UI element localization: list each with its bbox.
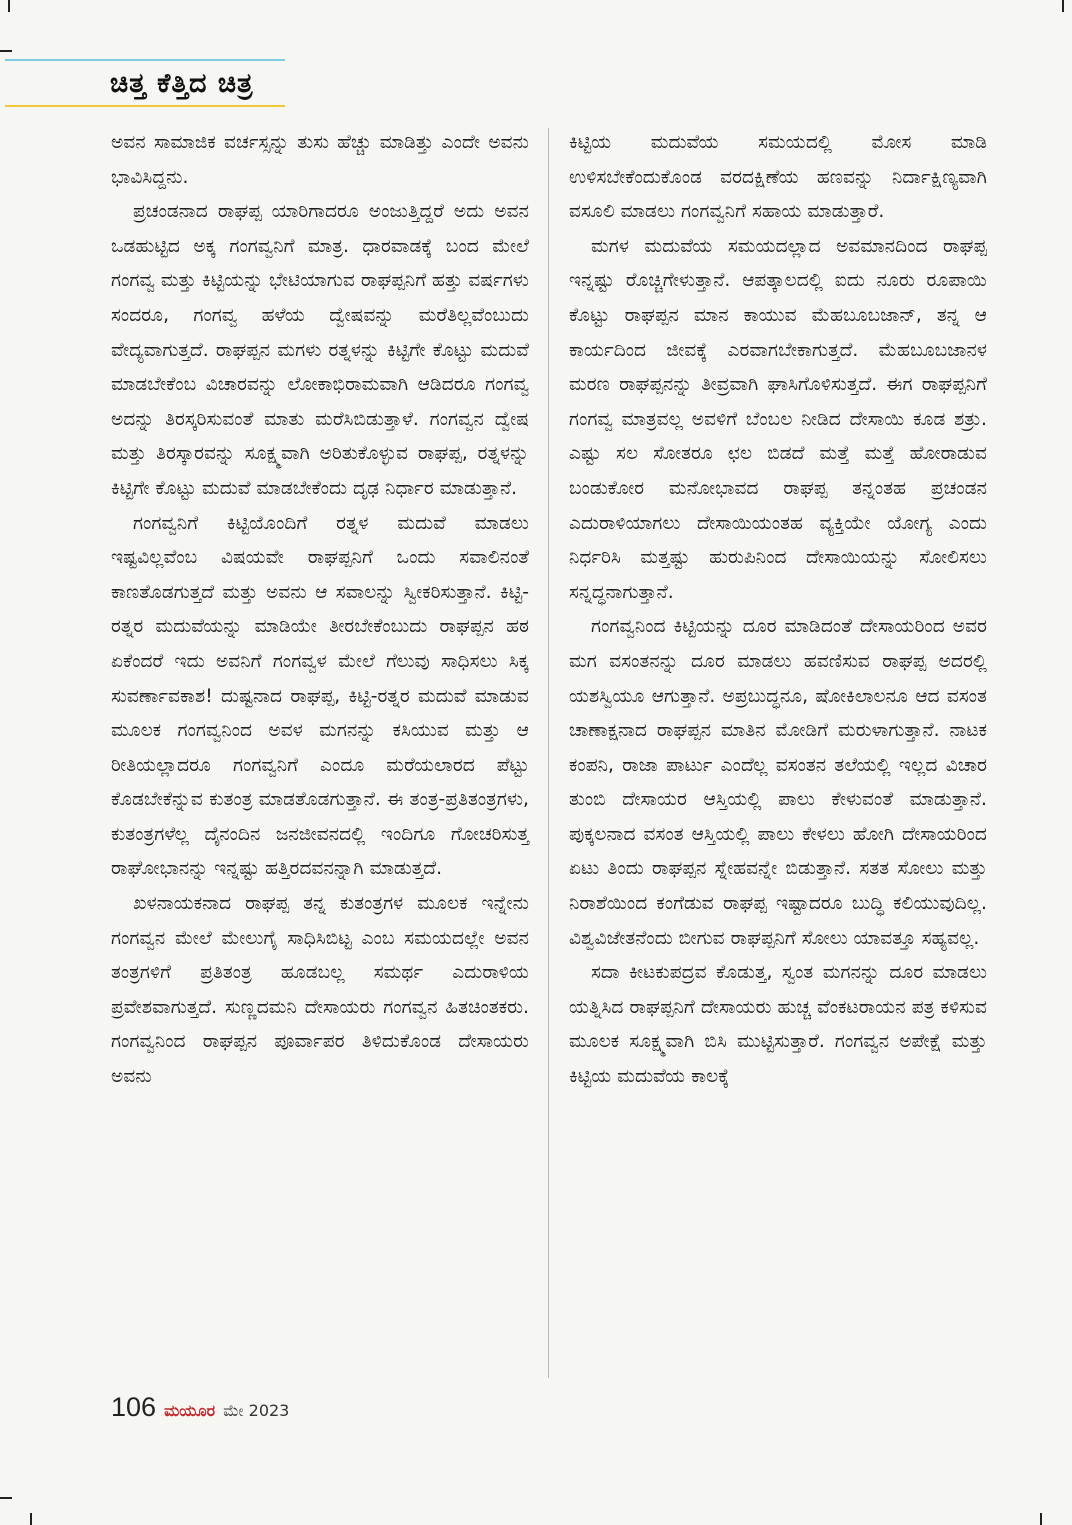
header-rule-bottom [5,105,285,107]
page-number: 106 [111,1392,157,1422]
article-paragraph: ಖಳನಾಯಕನಾದ ರಾಘಪ್ಪ ತನ್ನ ಕುತಂತ್ರಗಳ ಮೂಲಕ ಇನ್ನೇನು ಗಂಗವ್ವನ ಮೇಲೆ ಮೇಲುಗೈ ಸಾಧಿಸಿಬಿಟ್ಟ ಎಂಬ ಸಮಯದಲ್ಲೇ ಅವನ ತಂತ್ರಗಳಿಗೆ ಪ್ರತಿತಂತ್ರ ಹೂಡಬಲ್ಲ ಸಮರ್ಥ ಎದುರಾಳಿಯ ಪ್ರವೇಶವಾಗುತ್ತದೆ. ಸುಣ್ಣದಮನಿ ದೇಸಾಯರು ಗಂಗವ್ವನ ಹಿತಚಿಂತಕರು. ಗಂಗವ್ವನಿಂದ ರಾಘಪ್ಪನ ಪೂರ್ವಾಪರ ತಿಳಿದುಕೊಂಡ ದೇಸಾಯರು ಅವನು [111,893,529,1088]
crop-mark-bottom-left [30,1513,32,1525]
article-paragraph: ಕಿಟ್ಟಿಯ ಮದುವೆಯ ಸಮಯದಲ್ಲಿ ಮೋಸ ಮಾಡಿ ಉಳಿಸಬೇಕೆಂದುಕೊಂಡ ವರದಕ್ಷಿಣೆಯ ಹಣವನ್ನು ನಿರ್ದಾಕ್ಷಿಣ್ಯವಾಗಿ ವಸೂಲಿ ಮಾಡಲು ಗಂಗವ್ವನಿಗೆ ಸಹಾಯ ಮಾಡುತ್ತಾರೆ. [569,132,987,223]
issue-date: ಮೇ 2023 [223,1401,290,1420]
page-footer [111,1392,289,1432]
magazine-logo: ಮಯೂರ [164,1401,216,1420]
crop-mark-top-left [8,0,10,12]
section-title: ಚಿತ್ತ ಕೆತ್ತಿದ ಚಿತ್ರ [110,68,254,99]
crop-mark-bottom-right [1040,1513,1042,1525]
article-column-left [111,126,529,1095]
article-paragraph: ಗಂಗವ್ವನಿಂದ ಕಿಟ್ಟಿಯನ್ನು ದೂರ ಮಾಡಿದಂತೆ ದೇಸಾಯರಿಂದ ಅವರ ಮಗ ವಸಂತನನ್ನು ದೂರ ಮಾಡಲು ಹವಣಿಸುವ ರಾಘಪ್ಪ ಅದರಲ್ಲಿ ಯಶಸ್ವಿಯೂ ಆಗುತ್ತಾನೆ. ಅಪ್ರಬುದ್ಧನೂ, ಷೋಕಿಲಾಲನೂ ಆದ ವಸಂತ ಚಾಣಾಕ್ಷನಾದ ರಾಘಪ್ಪನ ಮಾತಿನ ಮೋಡಿಗೆ ಮರುಳಾಗುತ್ತಾನೆ. ನಾಟಕ ಕಂಪನಿ, ರಾಜಾ ಪಾರ್ಟು ಎಂದೆಲ್ಲ ವಸಂತನ ತಲೆಯಲ್ಲಿ ಇಲ್ಲದ ವಿಚಾರ ತುಂಬಿ ದೇಸಾಯರ ಆಸ್ತಿಯಲ್ಲಿ ಪಾಲು ಕೇಳುವಂತೆ ಮಾಡುತ್ತಾನೆ. ಪುಕ್ಕಲನಾದ ವಸಂತ ಆಸ್ತಿಯಲ್ಲಿ ಪಾಲು ಕೇಳಲು ಹೋಗಿ ದೇಸಾಯರಿಂದ ಏಟು ತಿಂದು ರಾಘಪ್ಪನ ಸ್ನೇಹವನ್ನೇ ಬಿಡುತ್ತಾನೆ. ಸತತ ಸೋಲು ಮತ್ತು ನಿರಾಶೆಯಿಂದ ಕಂಗೆಡುವ ರಾಘಪ್ಪ ಇಷ್ಟಾದರೂ ಬುದ್ಧಿ ಕಲಿಯುವುದಿಲ್ಲ. ವಿಶ್ವವಿಜೇತನೆಂದು ಬೀಗುವ ರಾಘಪ್ಪನಿಗೆ ಸೋಲು ಯಾವತ್ತೂ ಸಹ್ಯವಲ್ಲ. [569,616,987,949]
crop-mark-left-lower [0,1497,12,1499]
article-paragraph: ಅವನ ಸಾಮಾಜಿಕ ವರ್ಚಸ್ಸನ್ನು ತುಸು ಹೆಚ್ಚು ಮಾಡಿತ್ತು ಎಂದೇ ಅವನು ಭಾವಿಸಿದ್ದನು. [111,132,529,188]
article-paragraph: ಮಗಳ ಮದುವೆಯ ಸಮಯದಲ್ಲಾದ ಅವಮಾನದಿಂದ ರಾಘಪ್ಪ ಇನ್ನಷ್ಟು ರೊಚ್ಚಿಗೇಳುತ್ತಾನೆ. ಆಪತ್ಕಾಲದಲ್ಲಿ ಐದು ನೂರು ರೂಪಾಯಿ ಕೊಟ್ಟು ರಾಘಪ್ಪನ ಮಾನ ಕಾಯುವ ಮೆಹಬೂಬಜಾನ್, ತನ್ನ ಆ ಕಾರ್ಯದಿಂದ ಜೀವಕ್ಕೆ ಎರವಾಗಬೇಕಾಗುತ್ತದೆ. ಮೆಹಬೂಬಜಾನಳ ಮರಣ ರಾಘಪ್ಪನನ್ನು ತೀವ್ರವಾಗಿ ಘಾಸಿಗೊಳಿಸುತ್ತದೆ. ಈಗ ರಾಘಪ್ಪನಿಗೆ ಗಂಗವ್ವ ಮಾತ್ರವಲ್ಲ ಅವಳಿಗೆ ಬೆಂಬಲ ನೀಡಿದ ದೇಸಾಯಿ ಕೂಡ ಶತ್ರು. ಎಷ್ಟು ಸಲ ಸೋತರೂ ಛಲ ಬಿಡದೆ ಮತ್ತೆ ಮತ್ತೆ ಹೋರಾಡುವ ಬಂಡುಕೋರ ಮನೋಭಾವದ ರಾಘಪ್ಪ ತನ್ನಂತಹ ಪ್ರಚಂಡನ ಎದುರಾಳಿಯಾಗಲು ದೇಸಾಯಿಯಂತಹ ವ್ಯಕ್ತಿಯೇ ಯೋಗ್ಯ ಎಂದು ನಿರ್ಧರಿಸಿ ಮತ್ತಷ್ಟು ಹುರುಪಿನಿಂದ ದೇಸಾಯಿಯನ್ನು ಸೋಲಿಸಲು ಸನ್ನದ್ಧನಾಗುತ್ತಾನೆ. [569,235,987,603]
crop-mark-left-upper [0,50,12,52]
article-paragraph: ಸದಾ ಕೀಟಕುಪದ್ರವ ಕೊಡುತ್ತ, ಸ್ವಂತ ಮಗನನ್ನು ದೂರ ಮಾಡಲು ಯತ್ನಿಸಿದ ರಾಘಪ್ಪನಿಗೆ ದೇಸಾಯರು ಹುಚ್ಚ ವೆಂಕಟರಾಯನ ಪತ್ರ ಕಳಿಸುವ ಮೂಲಕ ಸೂಕ್ಷ್ಮವಾಗಿ ಬಿಸಿ ಮುಟ್ಟಿಸುತ್ತಾರೆ. ಗಂಗವ್ವನ ಅಪೇಕ್ಷೆ ಮತ್ತು ಕಿಟ್ಟಿಯ ಮದುವೆಯ ಕಾಲಕ್ಕೆ [569,962,987,1088]
header-rule-top [5,59,285,61]
article-paragraph: ಪ್ರಚಂಡನಾದ ರಾಘಪ್ಪ ಯಾರಿಗಾದರೂ ಅಂಜುತ್ತಿದ್ದರೆ ಅದು ಅವನ ಒಡಹುಟ್ಟಿದ ಅಕ್ಕ ಗಂಗವ್ವನಿಗೆ ಮಾತ್ರ. ಧಾರವಾಡಕ್ಕೆ ಬಂದ ಮೇಲೆ ಗಂಗವ್ವ ಮತ್ತು ಕಿಟ್ಟಿಯನ್ನು ಭೇಟಿಯಾಗುವ ರಾಘಪ್ಪನಿಗೆ ಹತ್ತು ವರ್ಷಗಳು ಸಂದರೂ, ಗಂಗವ್ವ ಹಳೆಯ ದ್ವೇಷವನ್ನು ಮರೆತಿಲ್ಲವೆಂಬುದು ವೇದ್ಯವಾಗುತ್ತದೆ. ರಾಘಪ್ಪನ ಮಗಳು ರತ್ನಳನ್ನು ಕಿಟ್ಟಿಗೇ ಕೊಟ್ಟು ಮದುವೆ ಮಾಡಬೇಕೆಂಬ ವಿಚಾರವನ್ನು ಲೋಕಾಭಿರಾಮವಾಗಿ ಆಡಿದರೂ ಗಂಗವ್ವ ಅದನ್ನು ತಿರಸ್ಕರಿಸುವಂತೆ ಮಾತು ಮರೆಸಿಬಿಡುತ್ತಾಳೆ. ಗಂಗವ್ವನ ದ್ವೇಷ ಮತ್ತು ತಿರಸ್ಕಾರವನ್ನು ಸೂಕ್ಷ್ಮವಾಗಿ ಅರಿತುಕೊಳ್ಳುವ ರಾಘಪ್ಪ, ರತ್ನಳನ್ನು ಕಿಟ್ಟಿಗೇ ಕೊಟ್ಟು ಮದುವೆ ಮಾಡಬೇಕೆಂದು ದೃಢ ನಿರ್ಧಾರ ಮಾಡುತ್ತಾನೆ. [111,201,529,499]
article-column-right [569,126,987,1095]
article-paragraph: ಗಂಗವ್ವನಿಗೆ ಕಿಟ್ಟಿಯೊಂದಿಗೆ ರತ್ನಳ ಮದುವೆ ಮಾಡಲು ಇಷ್ಟವಿಲ್ಲವೆಂಬ ವಿಷಯವೇ ರಾಘಪ್ಪನಿಗೆ ಒಂದು ಸವಾಲಿನಂತೆ ಕಾಣತೊಡಗುತ್ತದೆ ಮತ್ತು ಅವನು ಆ ಸವಾಲನ್ನು ಸ್ವೀಕರಿಸುತ್ತಾನೆ. ಕಿಟ್ಟಿ-ರತ್ನರ ಮದುವೆಯನ್ನು ಮಾಡಿಯೇ ತೀರಬೇಕೆಂಬುದು ರಾಘಪ್ಪನ ಹಠ ಏಕೆಂದರೆ ಇದು ಅವನಿಗೆ ಗಂಗವ್ವಳ ಮೇಲೆ ಗೆಲುವು ಸಾಧಿಸಲು ಸಿಕ್ಕ ಸುವರ್ಣಾವಕಾಶ! ದುಷ್ಟನಾದ ರಾಘಪ್ಪ, ಕಿಟ್ಟಿ-ರತ್ನರ ಮದುವೆ ಮಾಡುವ ಮೂಲಕ ಗಂಗವ್ವನಿಂದ ಅವಳ ಮಗನನ್ನು ಕಸಿಯುವ ಮತ್ತು ಆ ರೀತಿಯಲ್ಲಾದರೂ ಗಂಗವ್ವನಿಗೆ ಎಂದೂ ಮರೆಯಲಾರದ ಪೆಟ್ಟು ಕೊಡಬೇಕೆನ್ನುವ ಕುತಂತ್ರ ಮಾಡತೊಡಗುತ್ತಾನೆ. ಈ ತಂತ್ರ-ಪ್ರತಿತಂತ್ರಗಳು, ಕುತಂತ್ರಗಳೆಲ್ಲ ದೈನಂದಿನ ಜನಜೀವನದಲ್ಲಿ ಇಂದಿಗೂ ಗೋಚರಿಸುತ್ತ ರಾಘೋಭಾನನ್ನು ಇನ್ನಷ್ಟು ಹತ್ತಿರದವನನ್ನಾಗಿ ಮಾಡುತ್ತದೆ. [111,512,529,880]
crop-mark-top-right [1062,0,1064,12]
column-divider [548,128,549,1378]
